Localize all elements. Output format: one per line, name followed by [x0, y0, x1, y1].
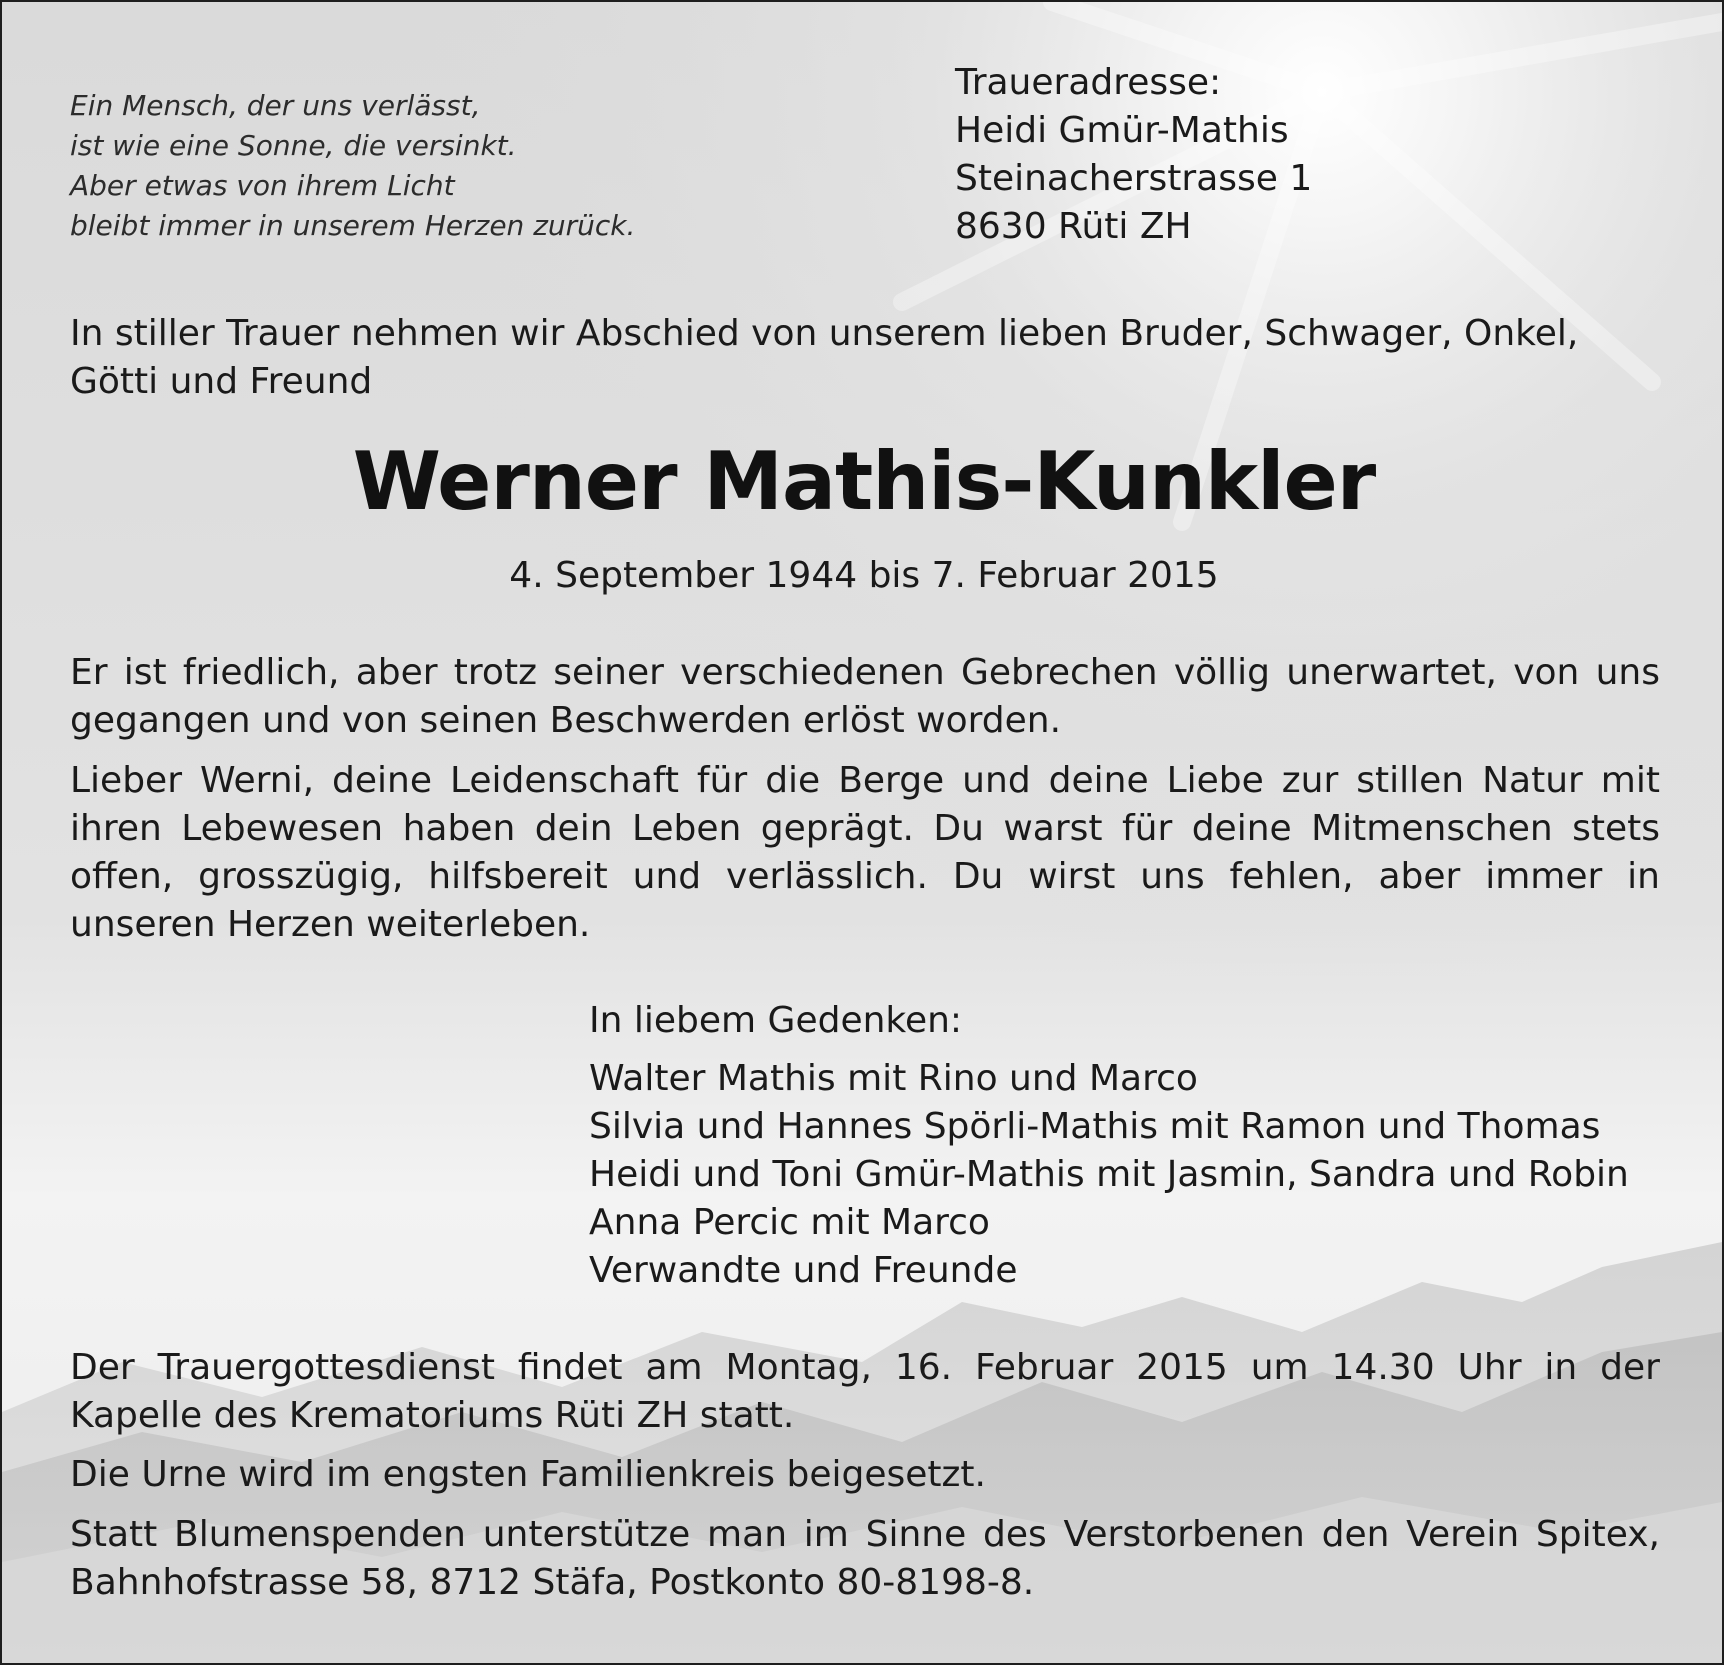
quote-line: bleibt immer in unserem Herzen zurück.	[70, 209, 636, 242]
deceased-name: Werner Mathis-Kunkler	[352, 435, 1376, 528]
paragraph-tribute: Lieber Werni, deine Leidenschaft für die Berge und deine Liebe zur stillen Natur mit ihren Lebewesen haben dein Leben geprägt. Du warst für deine Mitmenschen stets offen, grosszügig, hilfsbereit und verlässlich. Du wirst uns fehlen, aber immer in unseren Herzen weiterleben.	[70, 760, 1660, 945]
mourner-entry: Walter Mathis mit Rino und Marco	[589, 1058, 1198, 1099]
address-name: Heidi Gmür-Mathis	[955, 110, 1289, 151]
mourners-list	[589, 997, 1629, 1295]
mourning-address	[955, 59, 1312, 251]
service-info: Der Trauergottesdienst findet am Montag, 16. Februar 2015 um 14.30 Uhr in der Kapelle des Krematoriums Rüti ZH statt.	[70, 1347, 1660, 1436]
address-city: 8630 Rüti ZH	[955, 206, 1192, 247]
mourners-heading: In liebem Gedenken:	[589, 1000, 963, 1041]
address-street: Steinacherstrasse 1	[955, 158, 1313, 199]
urn-info: Die Urne wird im engsten Familienkreis beigesetzt.	[70, 1454, 986, 1495]
quote-line: ist wie eine Sonne, die versinkt.	[70, 129, 517, 162]
mourner-entry: Silvia und Hannes Spörli-Mathis mit Ramon und Thomas	[589, 1106, 1601, 1147]
memorial-quote	[70, 86, 635, 246]
donation-info: Statt Blumenspenden unterstütze man im Sinne des Verstorbenen den Verein Spitex, Bahnhofstrasse 58, 8712 Stäfa, Postkonto 80-8198-8.	[70, 1514, 1660, 1603]
mourner-entry: Heidi und Toni Gmür-Mathis mit Jasmin, Sandra und Robin	[589, 1154, 1629, 1195]
intro-text: In stiller Trauer nehmen wir Abschied von unserem lieben Bruder, Schwager, Onkel, Götti und Freund	[70, 313, 1579, 402]
life-dates: 4. September 1944 bis 7. Februar 2015	[509, 555, 1219, 596]
address-label: Traueradresse:	[955, 62, 1222, 103]
mourner-entry: Anna Percic mit Marco	[589, 1202, 990, 1243]
mourner-entry: Verwandte und Freunde	[589, 1250, 1018, 1291]
paragraph-passing: Er ist friedlich, aber trotz seiner verschiedenen Gebrechen völlig unerwartet, von uns gegangen und von seinen Beschwerden erlöst worden.	[70, 652, 1660, 741]
quote-line: Ein Mensch, der uns verlässt,	[70, 89, 481, 122]
quote-line: Aber etwas von ihrem Licht	[70, 169, 455, 202]
